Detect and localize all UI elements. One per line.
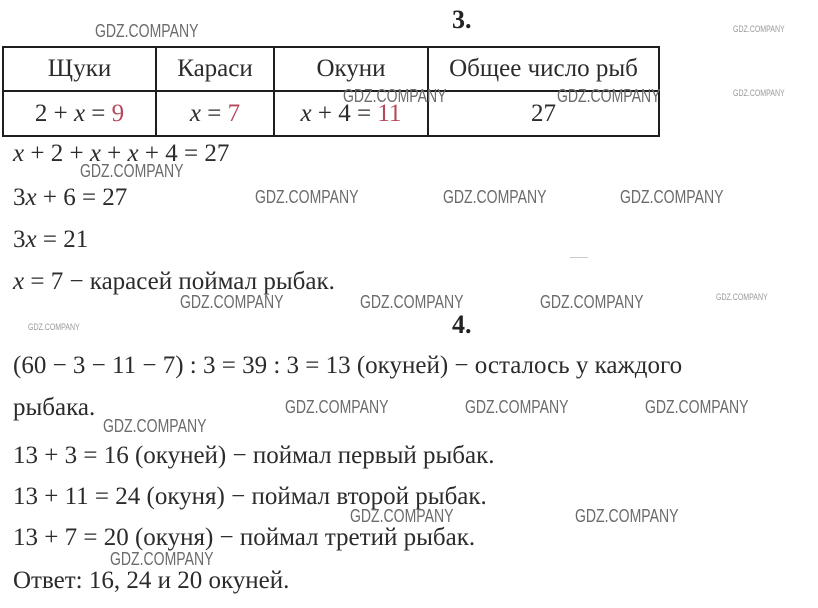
solution-line: x + 2 + x + x + 4 = 27 [13,140,230,167]
watermark: GDZ.COMPANY [733,88,785,98]
watermark: GDZ.COMPANY [95,21,199,41]
column-header-pikes: Щуки [3,47,156,91]
table-header-row [3,47,659,91]
watermark: GDZ.COMPANY [255,187,359,207]
watermark: GDZ.COMPANY [350,506,454,526]
solution-line: 13 + 7 = 20 (окуня) − поймал третий рыбак. [13,524,476,551]
solution-line: 13 + 3 = 16 (окуней) − поймал первый рыбак. [13,442,495,469]
watermark: GDZ.COMPANY [343,86,447,106]
answer-value: 7 [227,99,241,127]
solution-line: рыбака. [13,394,96,421]
equation-text: 2 + x = [34,99,112,127]
equation-text: 27 [531,99,556,127]
cell-crucians [156,91,274,136]
watermark: GDZ.COMPANY [180,292,284,312]
watermark: GDZ.COMPANY [733,24,785,34]
solution-line: 13 + 11 = 24 (окуня) − поймал второй рыбак. [13,483,487,510]
equation-text: x = [189,99,228,127]
column-header-crucians: Караси [156,47,274,91]
equation-text: x + 4 = [300,99,378,127]
problem-3-heading: 3. [452,5,472,34]
solution-line: (60 − 3 − 11 − 7) : 3 = 39 : 3 = 13 (окуней) − осталось у каждого [13,352,683,379]
watermark: GDZ.COMPANY [465,397,569,417]
watermark: GDZ.COMPANY [557,86,661,106]
watermark: GDZ.COMPANY [540,292,644,312]
solution-line: 3x + 6 = 27 [13,184,128,211]
column-header-perches: Окуни [274,47,428,91]
watermark: GDZ.COMPANY [645,397,749,417]
problem-4-heading: 4. [452,310,472,339]
watermark: GDZ.COMPANY [716,292,768,302]
watermark: GDZ.COMPANY [110,549,214,569]
watermark: GDZ.COMPANY [443,187,547,207]
watermark: GDZ.COMPANY [620,187,724,207]
answer-value: 11 [377,99,402,127]
answer-line: Ответ: 16, 24 и 20 окуней. [13,567,290,594]
watermark: GDZ.COMPANY [285,397,389,417]
solution-line: x = 7 − карасей поймал рыбак. [13,268,335,295]
watermark: GDZ.COMPANY [360,292,464,312]
cell-pikes [3,91,156,136]
watermark: GDZ.COMPANY [103,416,207,436]
solution-line: 3x = 21 [13,226,89,253]
watermark: GDZ.COMPANY [80,161,184,181]
scan-artifact-dash: — [570,246,588,266]
column-header-total: Общее число рыб [428,47,659,91]
watermark: GDZ.COMPANY [575,506,679,526]
watermark: GDZ.COMPANY [28,322,80,332]
answer-value: 9 [111,99,125,127]
